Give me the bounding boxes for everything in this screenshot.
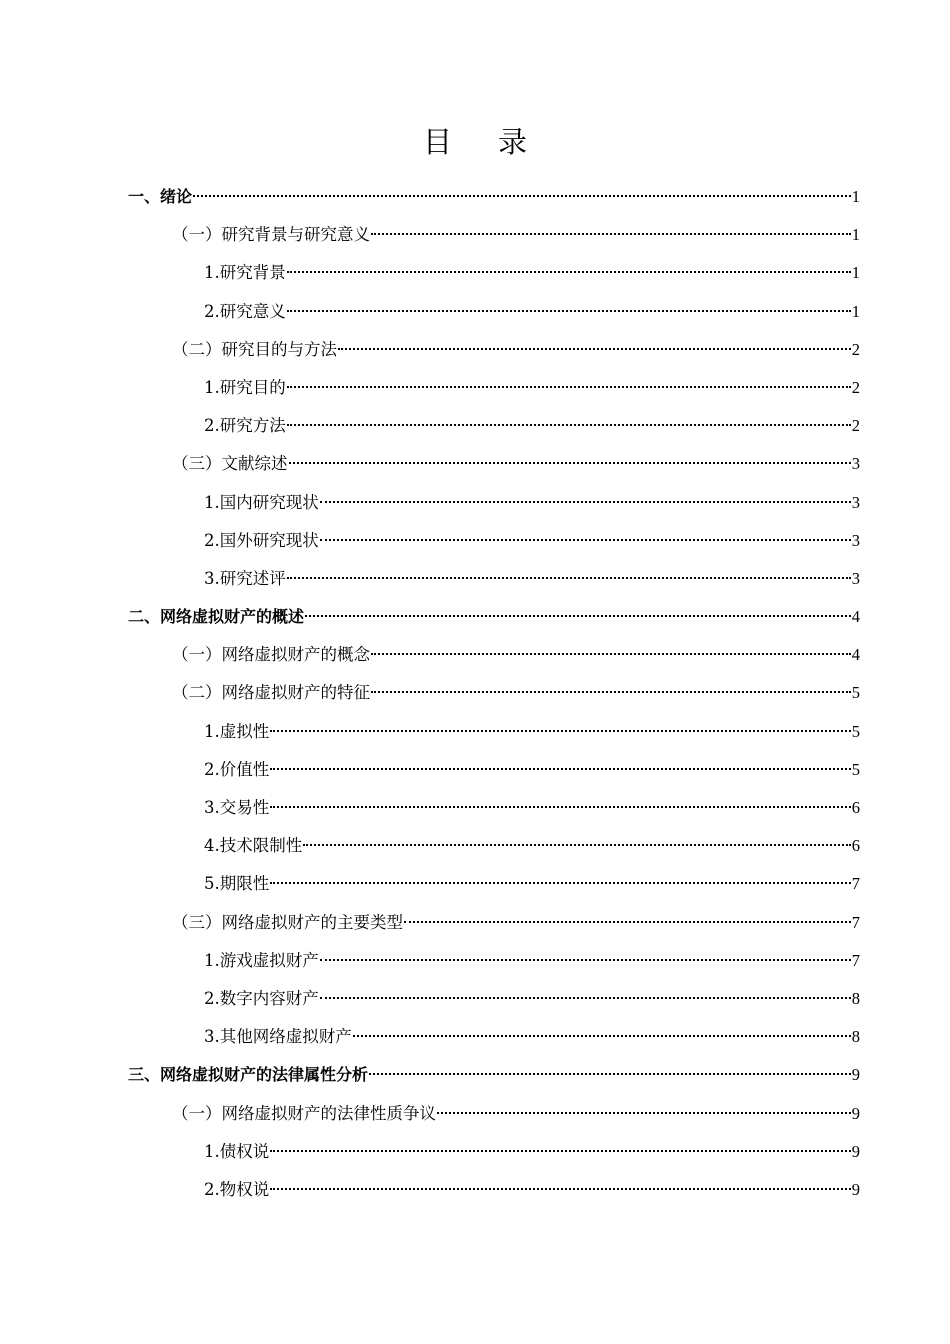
toc-entry-label: （一）网络虚拟财产的概念 (172, 645, 370, 665)
toc-page-number: 7 (851, 874, 860, 894)
toc-entry[interactable] (128, 331, 860, 369)
toc-dot-leader (404, 921, 851, 923)
toc-entry[interactable] (128, 254, 860, 292)
toc-page-number: 9 (851, 1179, 860, 1199)
toc-entry-label: 1.国内研究现状 (204, 492, 319, 512)
toc-entry-label: 5.期限性 (204, 874, 270, 894)
toc-page-number: 1 (851, 187, 860, 206)
toc-dot-leader (270, 1150, 851, 1152)
toc-entry[interactable] (128, 369, 860, 407)
toc-page-number: 1 (851, 301, 860, 321)
toc-entry-label: 2.研究意义 (204, 301, 286, 321)
toc-entry[interactable] (128, 751, 860, 789)
toc-dot-leader (338, 348, 851, 350)
toc-page-number: 6 (851, 798, 860, 817)
toc-entry[interactable] (128, 522, 860, 560)
toc-page-number: 3 (851, 568, 860, 588)
toc-entry-label: 3.其他网络虚拟财产 (204, 1027, 352, 1047)
toc-dot-leader (320, 959, 851, 961)
toc-page-number: 1 (851, 263, 860, 283)
toc-entry-label: （三）文献综述 (172, 454, 288, 474)
toc-dot-leader (289, 462, 851, 464)
toc-entry[interactable] (128, 178, 860, 216)
toc-entry[interactable] (128, 1133, 860, 1171)
toc-dot-leader (287, 271, 851, 273)
toc-dot-leader (270, 806, 851, 808)
toc-entry[interactable] (128, 1171, 860, 1209)
toc-entry[interactable] (128, 560, 860, 598)
toc-page-number: 5 (851, 683, 860, 703)
toc-page-number: 5 (851, 759, 860, 779)
toc-entry[interactable] (128, 216, 860, 254)
toc-dot-leader (320, 997, 851, 999)
toc-dot-leader (353, 1035, 851, 1037)
toc-page-number: 4 (851, 607, 860, 627)
toc-entry-label: 2.研究方法 (204, 416, 286, 436)
toc-entry-label: 3.研究述评 (204, 568, 286, 588)
toc-page-number: 9 (851, 1065, 860, 1085)
toc-entry[interactable] (128, 980, 860, 1018)
toc-entry[interactable] (128, 598, 860, 636)
toc-page-number: 8 (851, 1027, 860, 1047)
toc-entry-label: （二）研究目的与方法 (172, 339, 337, 359)
toc-entry[interactable] (128, 827, 860, 865)
toc-entry-label: 2.数字内容财产 (204, 988, 319, 1008)
toc-entry[interactable] (128, 636, 860, 674)
toc-entry-label: 2.国外研究现状 (204, 530, 319, 550)
toc-entry-label: 一、绪论 (128, 187, 193, 206)
toc-page-number: 4 (851, 645, 860, 665)
toc-entry[interactable] (128, 674, 860, 712)
toc-entry-label: （三）网络虚拟财产的主要类型 (172, 912, 403, 932)
toc-entry-label: 三、网络虚拟财产的法律属性分析 (128, 1065, 369, 1085)
toc-entry[interactable] (128, 445, 860, 483)
toc-dot-leader (270, 1188, 851, 1190)
toc-dot-leader (270, 882, 851, 884)
toc-dot-leader (303, 844, 851, 846)
toc-page-number: 8 (851, 988, 860, 1008)
toc-entry-label: 1.研究目的 (204, 377, 286, 397)
toc-entry-label: （一）研究背景与研究意义 (172, 225, 370, 245)
toc-dot-leader (320, 501, 851, 503)
toc-entry[interactable] (128, 942, 860, 980)
toc-entry[interactable] (128, 1018, 860, 1056)
toc-entry[interactable] (128, 407, 860, 445)
toc-dot-leader (287, 577, 851, 579)
toc-page-number: 9 (851, 1141, 860, 1161)
toc-entry[interactable] (128, 789, 860, 827)
toc-entry-label: 1.游戏虚拟财产 (204, 950, 319, 970)
toc-page-number: 2 (851, 416, 860, 436)
toc-dot-leader (287, 310, 851, 312)
toc-dot-leader (193, 195, 851, 197)
toc-dot-leader (371, 233, 851, 235)
toc-entry[interactable] (128, 904, 860, 942)
toc-page-number: 3 (851, 454, 860, 474)
toc-entry[interactable] (128, 1056, 860, 1094)
toc-page-number: 6 (851, 836, 860, 856)
toc-page-number: 5 (851, 721, 860, 741)
toc-page-number: 7 (851, 912, 860, 932)
page-title: 目录 (422, 125, 573, 159)
toc-dot-leader (287, 386, 851, 388)
toc-entry[interactable] (128, 484, 860, 522)
toc-dot-leader (320, 539, 851, 541)
toc-entry-label: 1.研究背景 (204, 263, 286, 283)
toc-entry-label: 3.交易性 (204, 798, 270, 817)
toc-dot-leader (270, 730, 851, 732)
toc-entry[interactable] (128, 865, 860, 903)
toc-dot-leader (371, 653, 851, 655)
toc-page-number: 1 (851, 225, 860, 245)
toc-page-number: 7 (851, 950, 860, 970)
toc-entry-label: 2.价值性 (204, 759, 270, 779)
toc-entry-label: 2.物权说 (204, 1179, 270, 1199)
toc-dot-leader (287, 424, 851, 426)
toc-entry-label: （一）网络虚拟财产的法律性质争议 (172, 1103, 436, 1123)
table-of-contents (128, 178, 860, 1209)
toc-page-number: 2 (851, 339, 860, 359)
toc-page-number: 3 (851, 492, 860, 512)
toc-entry-label: 1.债权说 (204, 1141, 270, 1161)
toc-page-number: 9 (851, 1103, 860, 1123)
toc-dot-leader (437, 1112, 851, 1114)
toc-entry[interactable] (128, 293, 860, 331)
toc-dot-leader (305, 615, 851, 617)
toc-entry-label: 1.虚拟性 (204, 721, 270, 741)
toc-entry[interactable] (128, 1095, 860, 1133)
toc-dot-leader (369, 1073, 851, 1075)
toc-entry[interactable] (128, 713, 860, 751)
toc-entry-label: 二、网络虚拟财产的概述 (128, 607, 305, 627)
toc-entry-label: （二）网络虚拟财产的特征 (172, 683, 370, 703)
toc-dot-leader (270, 768, 851, 770)
toc-page-number: 3 (851, 530, 860, 550)
toc-page-number: 2 (851, 377, 860, 397)
toc-dot-leader (371, 691, 851, 693)
toc-entry-label: 4.技术限制性 (204, 836, 303, 856)
